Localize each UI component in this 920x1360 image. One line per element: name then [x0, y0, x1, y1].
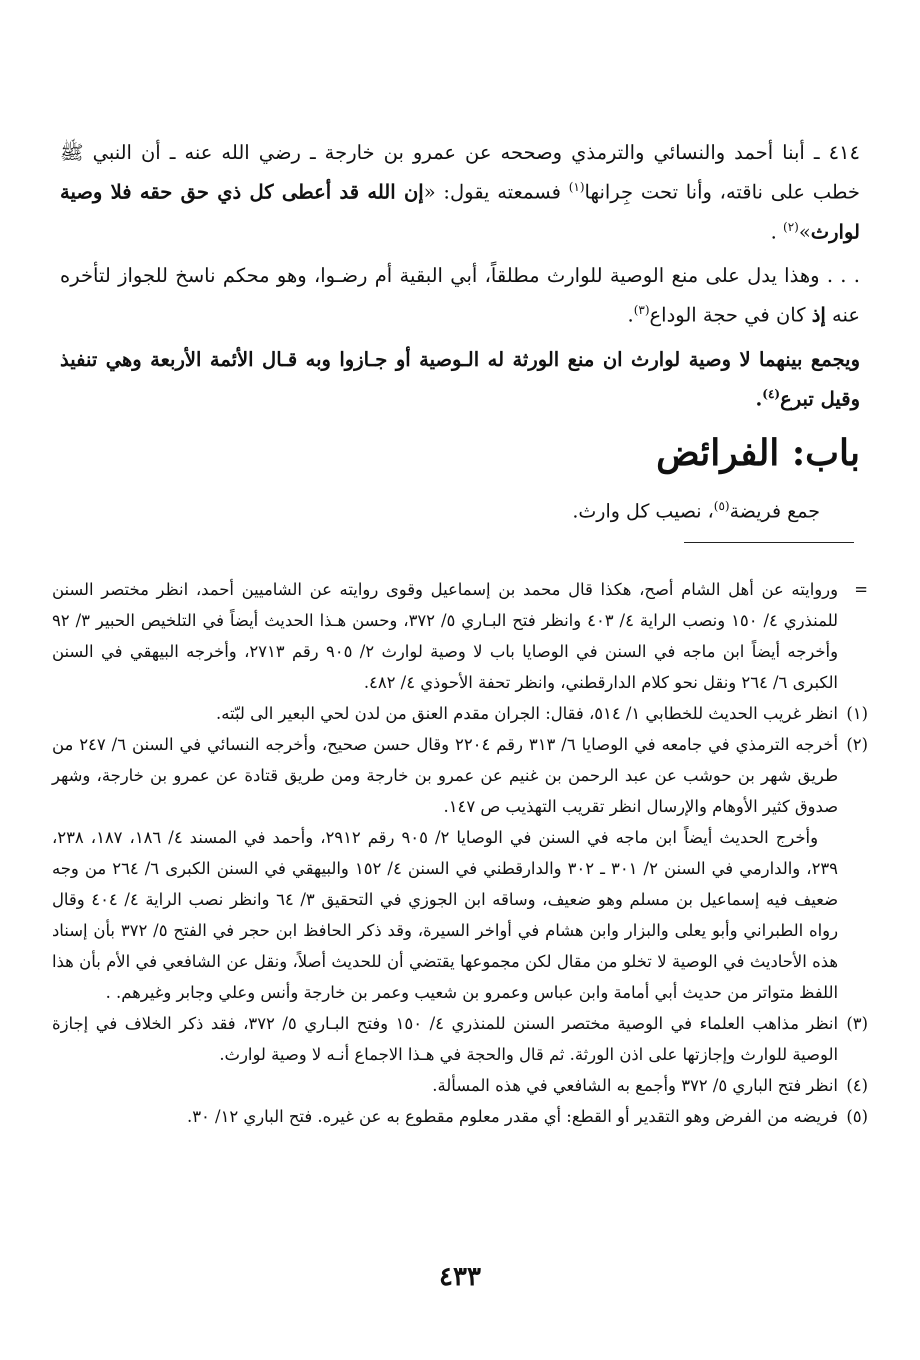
footnote-2-number: (٢) — [846, 735, 868, 754]
footnote-4 — [52, 1070, 868, 1101]
definition-a: جمع فريضة — [729, 500, 820, 523]
footnote-ref-5: (٥) — [713, 499, 730, 513]
continuation-mark: = — [854, 580, 868, 599]
footnote-continuation — [52, 574, 868, 698]
chapter-heading: باب: الفرائض — [656, 432, 860, 474]
commentary-1a: . . . وهذا يدل على منع الوصية للوارث مطلقاً، أبي البقية أم رضـوا، وهو محكم ناسخ للجواز لتأخره عنه — [60, 264, 860, 327]
commentary-1-bold: إذ — [811, 303, 826, 327]
footnote-3 — [52, 1008, 868, 1070]
hadith-quote-end: » — [798, 220, 811, 243]
main-text — [60, 136, 860, 527]
footnote-2 — [52, 729, 868, 1008]
footnote-1-number: (١) — [846, 704, 868, 723]
hadith-414: ٤١٤ ـ أبنا أحمد والنسائي والترمذي وصححه عن عمرو بن خارجة ـ رضي الله عنه ـ أن النبي ﷺ خطب على ناقته، وأنا تحت جِرانها$^{(١)}$ فسمعته يقول: «إن الله قد أعطى كل ذي حق حقه فلا وصية لوارث»$^{(٢)}$ . — [60, 141, 860, 243]
commentary-1b: كان في حجة الوداع — [649, 303, 812, 327]
footnote-ref-3: (٣) — [633, 303, 650, 317]
footnote-3-number: (٣) — [846, 1014, 868, 1033]
continuation-text: وروايته عن أهل الشام أصح، هكذا قال محمد بن إسماعيل وقوى روايته عن الشاميين أحمد، انظر مختصر السنن للمنذري ٤/ ١٥٠ ونصب الراية ٤/ ٤٠٣ وانظر فتح البـاري ٥/ ٣٧٢، وحسن هـذا الحديث أيضاً في التلخيص الحبير ٣/ ٩٢ وأخرجه أيضاً ابن ماجه في السنن في الوصايا باب لا وصية لوارث ٢/ ٩٠٥ رقم ٢٧١٣، وأخرجه البيهقي في السنن الكبرى ٦/ ٢٦٤ ونقل نحو كلام الدارقطني، وانظر تحفة الأحوذي ٤/ ٤٨٢. — [52, 580, 838, 692]
footnote-2-text-a: أخرجه الترمذي في جامعه في الوصايا ٦/ ٣١٣ رقم ٢٢٠٤ وقال حسن صحيح، وأخرجه النسائي في السنن ٦/ ٢٤٧ من طريق شهر بن حوشب عن عبد الرحمن بن غنيم عن عمرو بن خارجة ومن طريق قتادة عن عمرو بن خارجة، وشهر صدوق كثير الأوهام والإرسال انظر تقريب التهذيب ص ١٤٧. — [52, 735, 839, 816]
footnote-2-text-b: وأخرج الحديث أيضاً ابن ماجه في السنن في الوصايا ٢/ ٩٠٥ رقم ٢٩١٢، وأحمد في المسند ٤/ ١٨٦، ١٨٧، ٢٣٨، ٢٣٩، والدارمي في السنن ٢/ ٣٠١ ـ ٣٠٢ والدارقطني في السنن ٤/ ١٥٢ والبيهقي في السنن الكبرى ٦/ ٢٦٤ من وجه ضعيف فيه إسماعيل بن مسلم وهو ضعيف، وساقه ابن الجوزي في التحقيق ٣/ ٦٤ وانظر نصب الراية ٤/ ٤٠٤ وقال رواه الطبراني وأبو يعلى والبزار وابن هشام في أواخر السيرة، وقد ذكر الحافظ ابن حجر في الفتح ٥/ ٣٧٢ بأن إسناد هذه الأحاديث في الوصية لا تخلو من مقال لكن مجموعها يقتضي أن للحديث أصلاً، ونقل عن الشافعي في الأم بأن هذا اللفظ متواتر من حديث أبي أمامة وابن عباس وعمرو بن شعيب وعمر بن خارجة وأنس وعلي وجابر وغيرهم. . — [52, 828, 838, 1002]
hadith-line1: ٤١٤ ـ أبنا أحمد والنسائي والترمذي وصححه عن عمرو بن خارجة ـ رضي الله عنه ـ — [169, 141, 860, 164]
footnote-separator — [684, 542, 854, 543]
footnotes — [52, 574, 868, 1132]
commentary-paragraph-1: . . . وهذا يدل على منع الوصية للوارث مطلقاً، أبي البقية أم رضـوا، وهو محكم ناسخ للجواز لتأخره عنه إذ كان في حجة الوداع$^{(٣)}$. — [60, 264, 860, 327]
hadith-quote: إن الله قد أعطى كل ذي حق حقه فلا وصية لوارث — [60, 180, 860, 243]
footnote-5-number: (٥) — [846, 1107, 868, 1126]
footnote-1 — [52, 698, 868, 729]
hadith-line2a: أن النبي ﷺ خطب على ناقته، وأنا تحت جِرانها — [60, 141, 860, 204]
footnote-5-text: فريضه من الفرض وهو التقدير أو القطع: أي مقدر معلوم مقطوع به عن غيره. فتح الباري ١٢/ ٣٠. — [187, 1107, 838, 1126]
footnote-1-text: انظر غريب الحديث للخطابي ١/ ٥١٤، فقال: الجران مقدم العنق من لدن لحي البعير الى لبّته. — [216, 704, 838, 723]
hadith-line2b: فسمعته يقول: « — [423, 180, 569, 204]
footnote-ref-4: (٤) — [762, 386, 781, 401]
footnote-ref-2: (٢) — [783, 219, 799, 234]
definition-b: ، نصيب كل وارث. — [572, 500, 714, 523]
commentary-2: ويجمع بينهما لا وصية لوارث ان منع الورثة له الـوصية أو جـازوا وبه قـال الأئمة الأربعة وهي تنفيذ وقيل تبرع — [60, 347, 860, 410]
footnote-4-text: انظر فتح الباري ٥/ ٣٧٢ وأجمع به الشافعي في هذه المسألة. — [432, 1076, 838, 1095]
footnote-3-text: انظر مذاهب العلماء في الوصية مختصر السنن للمنذري ٤/ ١٥٠ وفتح البـاري ٥/ ٣٧٢، فقد ذكر الخلاف في إجازة الوصية للوارث وإجازتها على اذن الورثة. ثم قال والحجة في هـذا الاجماع أنـه لا وصية لوارث. — [52, 1014, 839, 1064]
footnote-ref-1: (١) — [568, 180, 585, 194]
commentary-paragraph-2: ويجمع بينهما لا وصية لوارث ان منع الورثة له الـوصية أو جـازوا وبه قـال الأئمة الأربعة وهي تنفيذ وقيل تبرع$^{(٤)}$. — [60, 347, 860, 410]
chapter-definition — [60, 490, 860, 527]
page-number: ٤٣٣ — [439, 1262, 481, 1292]
footnote-5 — [52, 1101, 868, 1132]
footnote-4-number: (٤) — [846, 1076, 868, 1095]
